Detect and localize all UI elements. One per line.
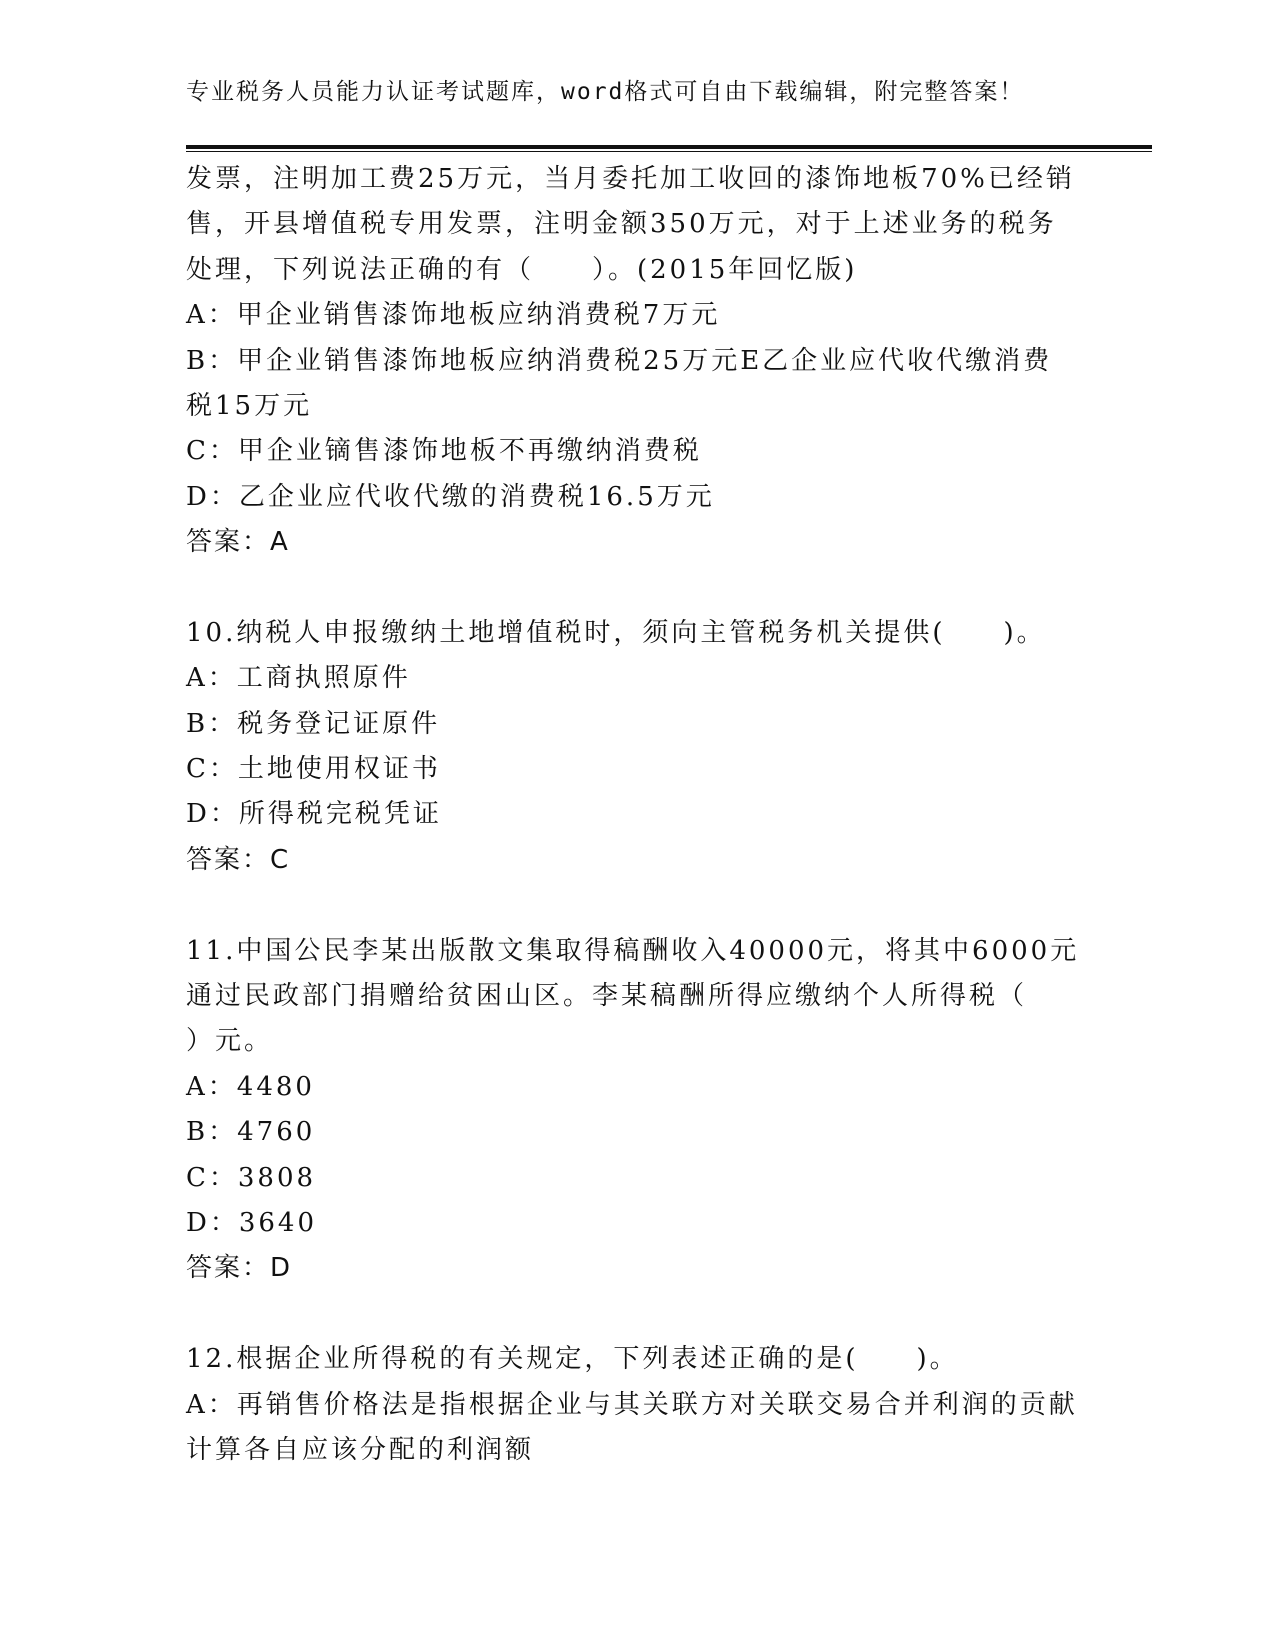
page-header: 专业税务人员能力认证考试题库，word格式可自由下载编辑，附完整答案！ [186,79,1025,105]
answer-line: 答案：D [186,1253,293,1284]
option-a: A：4480 [186,1071,315,1102]
document-body [186,157,1080,1473]
option-d: D：3640 [186,1207,318,1238]
option-b-continued: 税15万元 [186,390,313,421]
option-a-continued: 计算各自应该分配的利润额 [186,1434,535,1465]
option-b: B：甲企业销售漆饰地板应纳消费税25万元E乙企业应代收代缴消费 [186,345,1053,376]
question-10 [186,611,1076,883]
option-b: B：税务登记证原件 [186,708,441,739]
option-a: A：甲企业销售漆饰地板应纳消费税7万元 [186,300,721,331]
question-text-line: 售，开县增值税专用发票，注明金额350万元，对于上述业务的税务 [186,209,1057,240]
answer-line: 答案：C [186,844,291,875]
question-11 [186,929,1080,1292]
question-text-line: ）元。 [186,1026,274,1057]
option-d: D：所得税完税凭证 [186,799,442,830]
spacer [186,566,1076,611]
question-text-line: 10.纳税人申报缴纳土地增值税时，须向主管税务机关提供( )。 [186,617,1046,648]
option-c: C：土地使用权证书 [186,754,441,785]
header-rule-thick [186,145,1152,149]
question-text-line: 11.中国公民李某出版散文集取得稿酬收入40000元，将其中6000元 [186,935,1080,966]
spacer [186,1292,1076,1337]
question-12 [186,1337,1076,1473]
option-a: A：再销售价格法是指根据企业与其关联方对关联交易合并利润的贡献 [186,1389,1078,1420]
question-text-line: 处理，下列说法正确的有（ ）。(2015年回忆版) [186,254,858,285]
option-c: C：3808 [186,1162,317,1193]
answer-line: 答案：A [186,527,290,558]
question-text-line: 通过民政部门捐赠给贫困山区。李某稿酬所得应缴纳个人所得税（ [186,981,1028,1012]
header-rule-thin [186,151,1152,152]
question-text-line: 发票，注明加工费25万元，当月委托加工收回的漆饰地板70%已经销 [186,164,1075,194]
question-text-line: 12.根据企业所得税的有关规定，下列表述正确的是( )。 [186,1344,959,1375]
option-a: A：工商执照原件 [186,663,411,694]
option-b: B：4760 [186,1117,316,1148]
question-9 [186,157,1076,566]
spacer [186,883,1076,928]
option-d: D：乙企业应代收代缴的消费税16.5万元 [186,481,715,512]
option-c: C：甲企业镝售漆饰地板不再缴纳消费税 [186,436,702,467]
